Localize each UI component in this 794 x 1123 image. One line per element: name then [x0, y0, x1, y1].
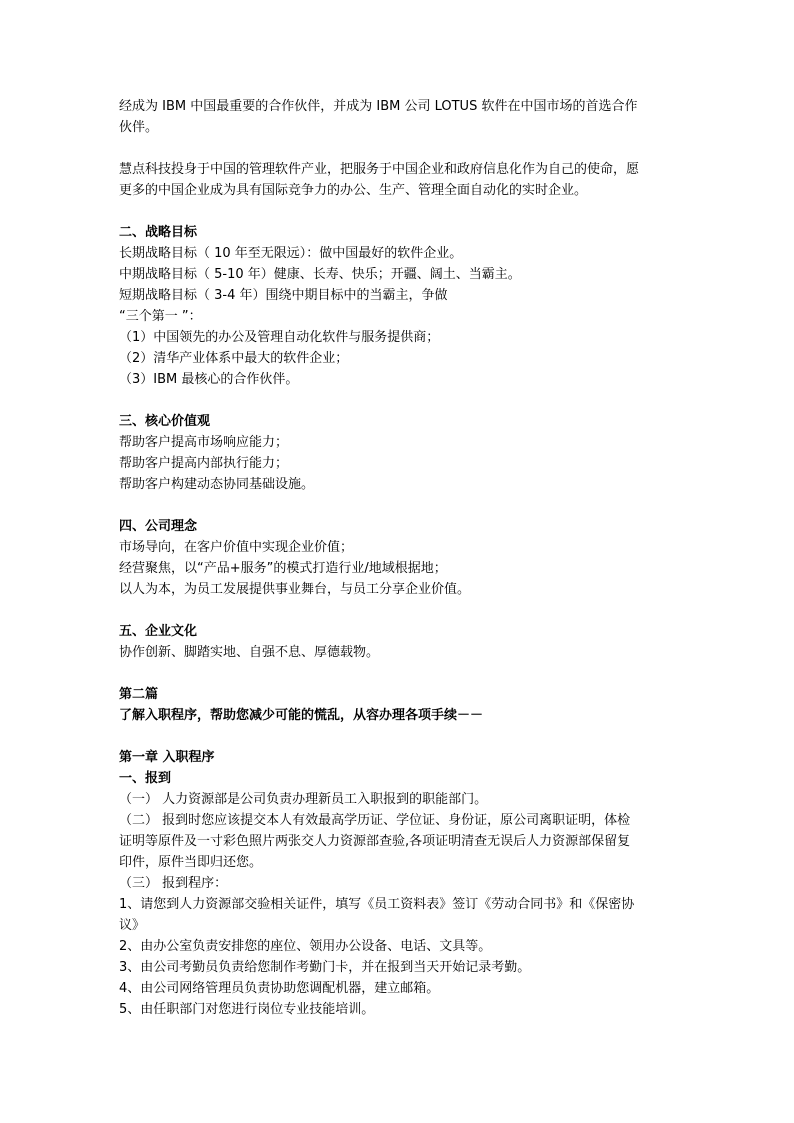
text-line: 印件，原件当即归还您。	[119, 855, 263, 870]
section-heading: 四、公司理念	[119, 519, 198, 534]
text-line: “三个第一 ”：	[119, 309, 202, 324]
text-line: 伙伴。	[119, 120, 159, 135]
text-line: （3）IBM 最核心的合作伙伴。	[119, 372, 299, 387]
text-line: 经营聚焦，以“产品+服务”的模式打造行业/地域根据地；	[119, 561, 447, 576]
text-line: 2、由办公室负责安排您的座位、领用办公设备、电话、文具等。	[119, 939, 492, 954]
document-page	[119, 96, 681, 1020]
intro-paragraph-1	[119, 96, 681, 138]
text-line: （三） 报到程序：	[119, 876, 228, 891]
section-heading: 三、核心价值观	[119, 414, 211, 429]
text-line: 3、由公司考勤员负责给您制作考勤门卡，并在报到当天开始记录考勤。	[119, 960, 531, 975]
part-subtitle: 了解入职程序，帮助您减少可能的慌乱，从容办理各项手续－－	[119, 708, 484, 723]
text-line: 更多的中国企业成为具有国际竞争力的办公、生产、管理全面自动化的实时企业。	[119, 183, 588, 198]
text-line: 协作创新、脚踏实地、自强不息、厚德载物。	[119, 645, 380, 660]
text-line: 中期战略目标（ 5-10 年）健康、长寿、快乐；开疆、阔土、当霸主。	[119, 267, 521, 282]
text-line: 证明等原件及一寸彩色照片两张交人力资源部查验,各项证明清查无误后人力资源部保留复	[119, 834, 631, 849]
spacer	[119, 138, 681, 159]
values-section	[119, 411, 681, 495]
text-line: （2）清华产业体系中最大的软件企业；	[119, 351, 349, 366]
text-line: 经成为 IBM 中国最重要的合作伙伴，并成为 IBM 公司 LOTUS 软件在中国市场的首选合作	[119, 99, 638, 114]
section-heading: 二、战略目标	[119, 225, 198, 240]
philosophy-section	[119, 516, 681, 600]
text-line: 帮助客户提高内部执行能力；	[119, 456, 289, 471]
text-line: 1、请您到人力资源部交验相关证件，填写《员工资料表》签订《劳动合同书》和《保密协	[119, 897, 635, 912]
text-line: 长期战略目标（ 10 年至无限远）：做中国最好的软件企业。	[119, 246, 463, 261]
text-line: 以人为本，为员工发展提供事业舞台，与员工分享企业价值。	[119, 582, 471, 597]
spacer	[119, 495, 681, 516]
strategy-section	[119, 222, 681, 390]
text-line: 短期战略目标（ 3-4 年）围绕中期目标中的当霸主，争做	[119, 288, 448, 303]
section-heading: 五、企业文化	[119, 624, 198, 639]
text-line: 5、由任职部门对您进行岗位专业技能培训。	[119, 1002, 375, 1017]
text-line: 议》	[119, 918, 146, 933]
chapter-title: 第一章 入职程序	[119, 750, 215, 765]
spacer	[119, 201, 681, 222]
text-line: 慧点科技投身于中国的管理软件产业，把服务于中国企业和政府信息化作为自己的使命，愿	[119, 162, 640, 177]
part-two-header	[119, 684, 681, 726]
spacer	[119, 663, 681, 684]
subsection-heading: 一、报到	[119, 771, 172, 786]
text-line: 4、由公司网络管理员负责协助您调配机器，建立邮箱。	[119, 981, 440, 996]
spacer	[119, 726, 681, 747]
part-title: 第二篇	[119, 687, 159, 702]
spacer	[119, 390, 681, 411]
text-line: （二） 报到时您应该提交本人有效最高学历证、学位证、身份证，原公司离职证明，体检	[119, 813, 631, 828]
text-line: 市场导向，在客户价值中实现企业价值；	[119, 540, 354, 555]
intro-paragraph-2	[119, 159, 681, 201]
text-line: （1）中国领先的办公及管理自动化软件与服务提供商；	[119, 330, 440, 345]
culture-section	[119, 621, 681, 663]
text-line: 帮助客户构建动态协同基础设施。	[119, 477, 315, 492]
text-line: （一） 人力资源部是公司负责办理新员工入职报到的职能部门。	[119, 792, 488, 807]
text-line: 帮助客户提高市场响应能力；	[119, 435, 289, 450]
chapter-one	[119, 747, 681, 1020]
spacer	[119, 600, 681, 621]
